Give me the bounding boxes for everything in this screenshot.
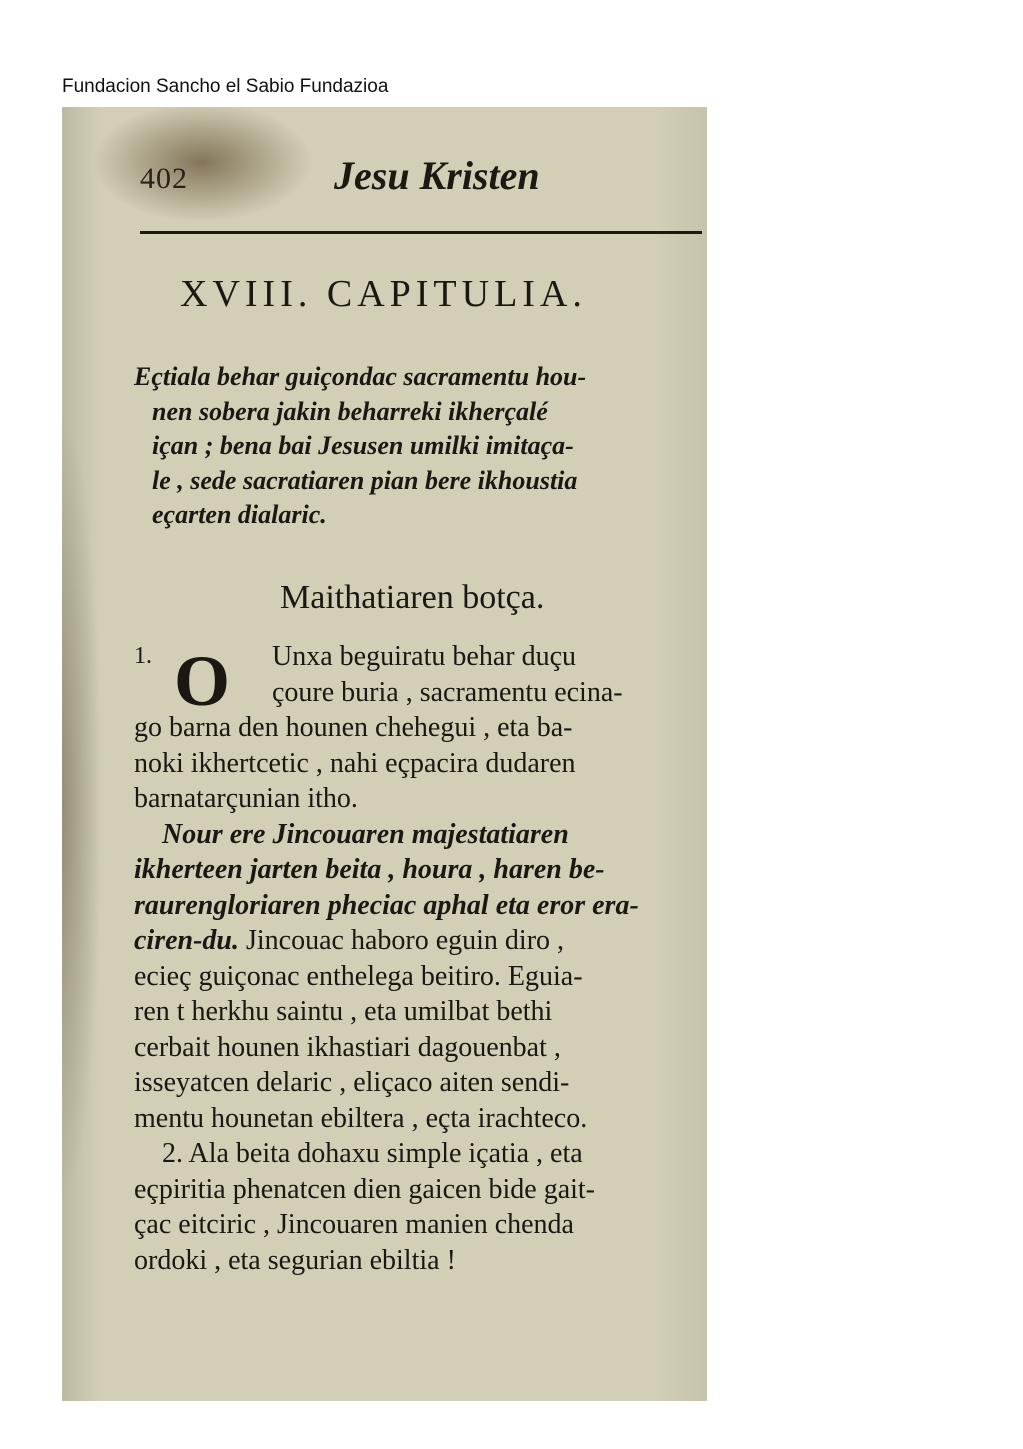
drop-capital: O: [174, 641, 231, 721]
italic-fragment: ciren-du.: [134, 925, 239, 956]
text-fragment: Ala beita dohaxu simple içatia , eta: [188, 1138, 583, 1169]
text-line: çoure buria , sacramentu ecina-: [272, 676, 623, 708]
page-number: 402: [140, 162, 188, 195]
body-text: [134, 639, 704, 1278]
text-line: [134, 1136, 704, 1172]
text-line: raurengloriaren pheciac aphal eta eror era-: [134, 889, 639, 921]
text-line: Unxa beguiratu behar duçu: [272, 641, 576, 672]
paragraph-number: 2.: [162, 1138, 183, 1169]
text-line: mentu hounetan ebiltera , eçta irachteco.: [134, 1102, 588, 1134]
paragraph-1-continued: [134, 817, 704, 1137]
chapter-summary: [134, 360, 704, 533]
section-title: Maithatiaren botça.: [280, 579, 545, 616]
archive-attribution: Fundacion Sancho el Sabio Fundazioa: [62, 76, 389, 97]
summary-line: eçarten dialaric.: [152, 500, 327, 529]
summary-line: nen sobera jakin beharreki ikherçalé: [152, 396, 548, 426]
summary-line: Eçtiala behar guiçondac sacramentu hou-: [134, 362, 587, 391]
text-line: ikherteen jarten beita , houra , haren be-: [134, 854, 605, 885]
roman-fragment: Jincouac haboro eguin diro ,: [239, 925, 565, 956]
text-line: isseyatcen delaric , eliçaco aiten sendi-: [134, 1067, 570, 1098]
text-line: cerbait hounen ikhastiari dagouenbat ,: [134, 1031, 561, 1063]
header-rule: [140, 231, 702, 234]
summary-line: içan ; bena bai Jesusen umilki imitaça-: [152, 431, 574, 460]
text-line: çac eitciric , Jincouaren manien chenda: [134, 1209, 574, 1240]
scanned-page: [62, 107, 707, 1401]
text-line: go barna den hounen chehegui , eta ba-: [134, 712, 573, 743]
text-line: noki ikhertcetic , nahi eçpacira dudaren: [134, 747, 576, 779]
running-head: [62, 127, 707, 197]
text-line: ordoki , eta segurian ebiltia !: [134, 1244, 456, 1276]
text-line: ecieç guiçonac enthelega beitiro. Eguia-: [134, 960, 583, 992]
text-line: ren t herkhu saintu , eta umilbat bethi: [134, 996, 553, 1027]
chapter-heading: XVIII. CAPITULIA.: [180, 273, 587, 315]
paragraph-2: [134, 1136, 704, 1278]
paragraph-1: [134, 639, 704, 817]
text-line: eçpiritia phenatcen dien gaicen bide gait-: [134, 1173, 596, 1205]
summary-line: le , sede sacratiaren pian bere ikhoustia: [152, 465, 578, 495]
text-line: [134, 923, 704, 959]
text-line: barnatarçunian itho.: [134, 783, 358, 814]
paragraph-number: 1.: [134, 643, 152, 669]
running-title: Jesu Kristen: [334, 153, 540, 198]
text-line: Nour ere Jincouaren majestatiaren: [162, 818, 569, 850]
